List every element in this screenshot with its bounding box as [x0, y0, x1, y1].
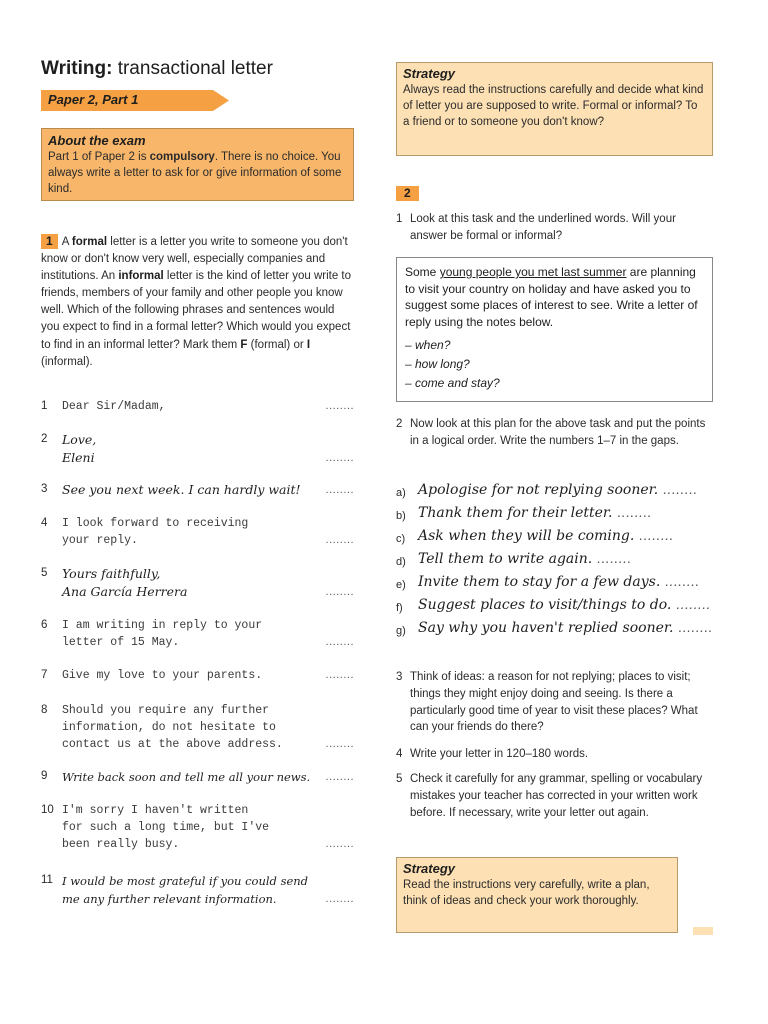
item-text: I'm sorry I haven't written for such a long time, but I've been really busy. [62, 804, 270, 851]
plan-point: Invite them to stay for a few days. [418, 574, 661, 590]
strategy-box-bottom [396, 857, 678, 933]
plan-item [396, 597, 714, 619]
exercise2-step4 [396, 746, 712, 763]
plan-letter: e) [396, 579, 406, 591]
exercise1-item [41, 431, 354, 467]
about-exam-text-before: Part 1 of Paper 2 is [48, 151, 150, 163]
item-number: 10 [41, 804, 54, 816]
plan-text [418, 528, 673, 544]
plan-text [418, 482, 697, 498]
plan-letter: f) [396, 602, 403, 614]
plan-gap[interactable]: ........ [616, 506, 652, 520]
task-note: – come and stay? [405, 376, 500, 390]
exercise1-item [41, 802, 354, 853]
step-text: Now look at this plan for the above task and put the points in a logical order. Write the numbers 1–7 in the gaps. [410, 418, 706, 447]
step-text: Think of ideas: a reason for not replying; places to visit; things they might enjoy doing and seeing. Is there a particularly good time of year to visit these places? What can your friends do there? [410, 671, 698, 734]
plan-item [396, 482, 714, 504]
plan-item [396, 551, 714, 573]
strategy-title: Strategy [403, 861, 456, 876]
exercise2-header [396, 184, 423, 202]
answer-gap[interactable]: ........ [325, 771, 354, 783]
plan-point: Ask when they will be coming. [418, 528, 635, 544]
exercise1-intro-text: A [61, 236, 72, 248]
item-text: See you next week. I can hardly wait! [62, 482, 301, 497]
paper-tag [41, 90, 229, 111]
item-number: 5 [41, 567, 48, 579]
plan-point: Thank them for their letter. [418, 505, 613, 521]
answer-gap[interactable]: ........ [325, 636, 354, 648]
plan-item [396, 528, 714, 550]
plan-point: Say why you haven't replied sooner. [418, 620, 674, 636]
plan-letter: d) [396, 556, 406, 568]
plan-point: Tell them to write again. [418, 551, 593, 567]
plan-text [418, 597, 710, 613]
answer-gap[interactable]: ........ [325, 400, 354, 412]
exercise2-step2 [396, 416, 712, 450]
exercise2-step3 [396, 669, 712, 736]
about-exam-title: About the exam [48, 133, 146, 148]
exercise1-item [41, 481, 354, 499]
item-text: I would be most grateful if you could send me any further relevant information. [62, 874, 309, 906]
answer-gap[interactable]: ........ [325, 452, 354, 464]
exercise1-intro-bold: informal [118, 270, 164, 283]
plan-gap[interactable]: ........ [675, 598, 711, 612]
plan-item [396, 505, 714, 527]
item-number: 6 [41, 619, 48, 631]
task-text-after: are planning to visit your country on holiday and have asked you to suggest some places of interest to see. Write a letter of reply using the notes below. [405, 265, 698, 329]
step-number: 4 [396, 748, 403, 760]
plan-gap[interactable]: ........ [664, 575, 700, 589]
plan-text [418, 551, 631, 567]
item-text: I look forward to receiving your reply. [62, 517, 249, 547]
about-exam-text-bold: compulsory [149, 151, 215, 163]
task-notes [405, 336, 704, 393]
answer-gap[interactable]: ........ [325, 534, 354, 546]
corner-decoration [693, 927, 713, 935]
exercise1-intro-text: letter is a letter you write to someone you don't know or don't know very well, especially companies and institutions. An [41, 236, 348, 283]
exercise1-item [41, 617, 354, 651]
plan-letter: g) [396, 625, 406, 637]
task-note: – how long? [405, 357, 470, 371]
plan-item [396, 574, 714, 596]
exercise1-item [41, 872, 354, 908]
item-text: I am writing in reply to your letter of 15 May. [62, 619, 263, 649]
item-text: Love, Eleni [62, 432, 97, 465]
item-text: Dear Sir/Madam, [62, 400, 166, 413]
exercise1-item [41, 702, 354, 753]
plan-text [418, 620, 712, 636]
about-exam-text-after: . There is no choice. You always write a letter to ask for or give information of some kind. [48, 151, 342, 195]
exercise1-intro-text: (formal) or [247, 338, 307, 351]
step-number: 5 [396, 773, 403, 785]
plan-gap[interactable]: ........ [596, 552, 632, 566]
item-text: Should you require any further information, do not hesitate to contact us at the above address. [62, 704, 283, 751]
plan-text [418, 574, 699, 590]
step-number: 1 [396, 213, 403, 225]
exercise1-intro-bold: F [240, 338, 248, 351]
task-text-before: Some [405, 265, 440, 279]
item-text: Give my love to your parents. [62, 669, 263, 682]
paper-tag-label: Paper 2, Part 1 [48, 92, 139, 107]
exercise1-item [41, 515, 354, 549]
exercise1-item [41, 565, 354, 601]
page-title-rest: transactional letter [117, 58, 273, 79]
exercise2-step5 [396, 771, 712, 821]
plan-gap[interactable]: ........ [638, 529, 674, 543]
plan-letter: a) [396, 487, 406, 499]
strategy-text: Always read the instructions carefully and decide what kind of letter you are supposed to write. Formal or informal? To a friend or to someone you don't know? [403, 84, 704, 128]
plan-letter: c) [396, 533, 406, 545]
step-text: Check it carefully for any grammar, spelling or vocabulary mistakes your teacher has corrected in your written work before. If necessary, write your letter out again. [410, 773, 703, 819]
exercise1-item [41, 398, 354, 415]
step-number: 3 [396, 671, 403, 683]
exercise1-intro-bold: I [306, 338, 311, 351]
about-exam-box [41, 128, 354, 201]
item-number: 8 [41, 704, 48, 716]
answer-gap[interactable]: ........ [325, 893, 354, 905]
step-text: Write your letter in 120–180 words. [410, 748, 589, 760]
item-number: 2 [41, 433, 48, 445]
exercise2-number: 2 [396, 186, 419, 201]
item-number: 1 [41, 400, 48, 412]
plan-point: Suggest places to visit/things to do. [418, 597, 672, 613]
item-number: 9 [41, 770, 48, 782]
answer-gap[interactable]: ........ [325, 484, 354, 496]
step-number: 2 [396, 418, 403, 430]
answer-gap[interactable]: ........ [325, 738, 354, 750]
exercise1-item [41, 768, 354, 786]
exercise1-intro-text: letter is the kind of letter you write to friends, members of your family and other people you know well. Which of the following phrases and sentences would you expect to find in a formal letter? Which would you expect to find in an informal letter? Mark them [41, 270, 352, 351]
task-note: – when? [405, 338, 451, 352]
exercise1-intro-bold: formal [71, 236, 108, 248]
task-underlined-words: young people you met last summer [439, 265, 627, 279]
plan-gap[interactable]: ........ [677, 621, 713, 635]
about-exam-text [48, 149, 347, 197]
exercise1-number: 1 [41, 234, 58, 249]
plan-gap[interactable]: ........ [662, 483, 698, 497]
exercise1-intro [41, 234, 354, 371]
strategy-title: Strategy [403, 66, 456, 81]
step-text: Look at this task and the underlined words. Will your answer be formal or informal? [410, 213, 676, 242]
plan-text [418, 505, 651, 521]
page-title [41, 58, 273, 80]
task-box [396, 257, 713, 402]
plan-letter: b) [396, 510, 406, 522]
page-title-bold: Writing: [41, 58, 113, 79]
answer-gap[interactable]: ........ [325, 669, 354, 681]
item-number: 11 [41, 874, 53, 886]
exercise1-intro-text: (informal). [41, 355, 93, 368]
strategy-text: Read the instructions very carefully, write a plan, think of ideas and check your work thoroughly. [403, 879, 650, 907]
item-number: 4 [41, 517, 48, 529]
exercise2-step1 [396, 211, 712, 245]
plan-item [396, 620, 714, 642]
item-text: Yours faithfully, Ana García Herrera [62, 566, 188, 599]
plan-point: Apologise for not replying sooner. [418, 482, 659, 498]
item-number: 7 [41, 669, 48, 681]
task-text [405, 264, 704, 330]
strategy-box-top [396, 62, 713, 156]
item-text: Write back soon and tell me all your news. [62, 770, 311, 784]
answer-gap[interactable]: ........ [325, 838, 354, 850]
exercise1-item [41, 667, 354, 684]
item-number: 3 [41, 483, 48, 495]
answer-gap[interactable]: ........ [325, 586, 354, 598]
